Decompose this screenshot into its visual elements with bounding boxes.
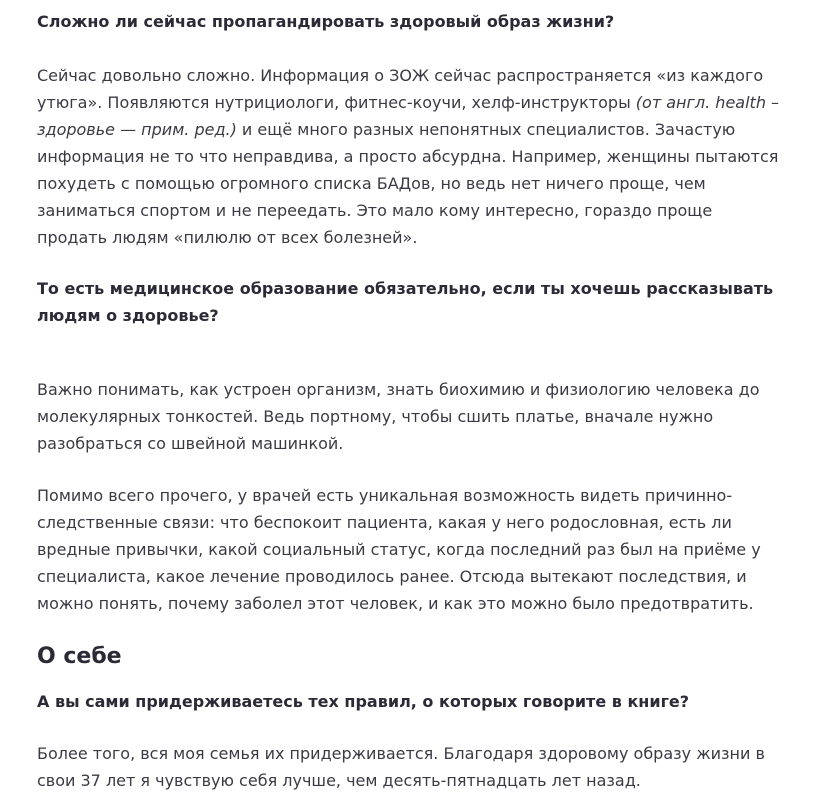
question-heading-1: Сложно ли сейчас пропагандировать здоровый образ жизни? (37, 12, 615, 31)
question-heading-3: А вы сами придерживаетесь тех правил, о которых говорите в книге? (37, 692, 690, 711)
question-heading-2: То есть медицинское образование обязательно, если ты хочешь рассказывать людям о здоровье? (37, 279, 774, 325)
answer-paragraph-1 (37, 62, 787, 251)
editor-note: (от англ. health – здоровье — прим. ред.) (37, 93, 780, 139)
answer-paragraph-1-lead: Сейчас довольно сложно. Информация о ЗОЖ сейчас распространяется «из каждого утюга». Появляются нутрициологи, фитнес-коучи, хелф-инструкторы (37, 66, 764, 112)
answer-paragraph-4: Более того, вся моя семья их придерживается. Благодаря здоровому образу жизни в свои 37 лет я чувствую себя лучше, чем десять-пятнадцать лет назад. (37, 744, 765, 790)
section-heading: О себе (37, 644, 122, 669)
answer-paragraph-2: Важно понимать, как устроен организм, знать биохимию и физиологию человека до молекулярных тонкостей. Ведь портному, чтобы сшить платье, вначале нужно разобраться со швейной машинкой. (37, 380, 760, 453)
answer-paragraph-3: Помимо всего прочего, у врачей есть уникальная возможность видеть причинно-следственные связи: что беспокоит пациента, какая у него родословная, есть ли вредные привычки, какой социальный статус, когда последний раз был на приёме у специалиста, какое лечение проводилось ранее. Отсюда вытекают последствия, и можно понять, почему заболел этот человек, и как это можно было предотвратить. (37, 486, 761, 613)
answer-paragraph-1-rest: и ещё много разных непонятных специалистов. Зачастую информация не то что неправдива, а просто абсурдна. Например, женщины пытаются похудеть с помощью огромного списка БАДов, но ведь нет ничего проще, чем заниматься спортом и не переедать. Это мало кому интересно, гораздо проще продать людям «пилюлю от всех болезней». (37, 120, 779, 247)
